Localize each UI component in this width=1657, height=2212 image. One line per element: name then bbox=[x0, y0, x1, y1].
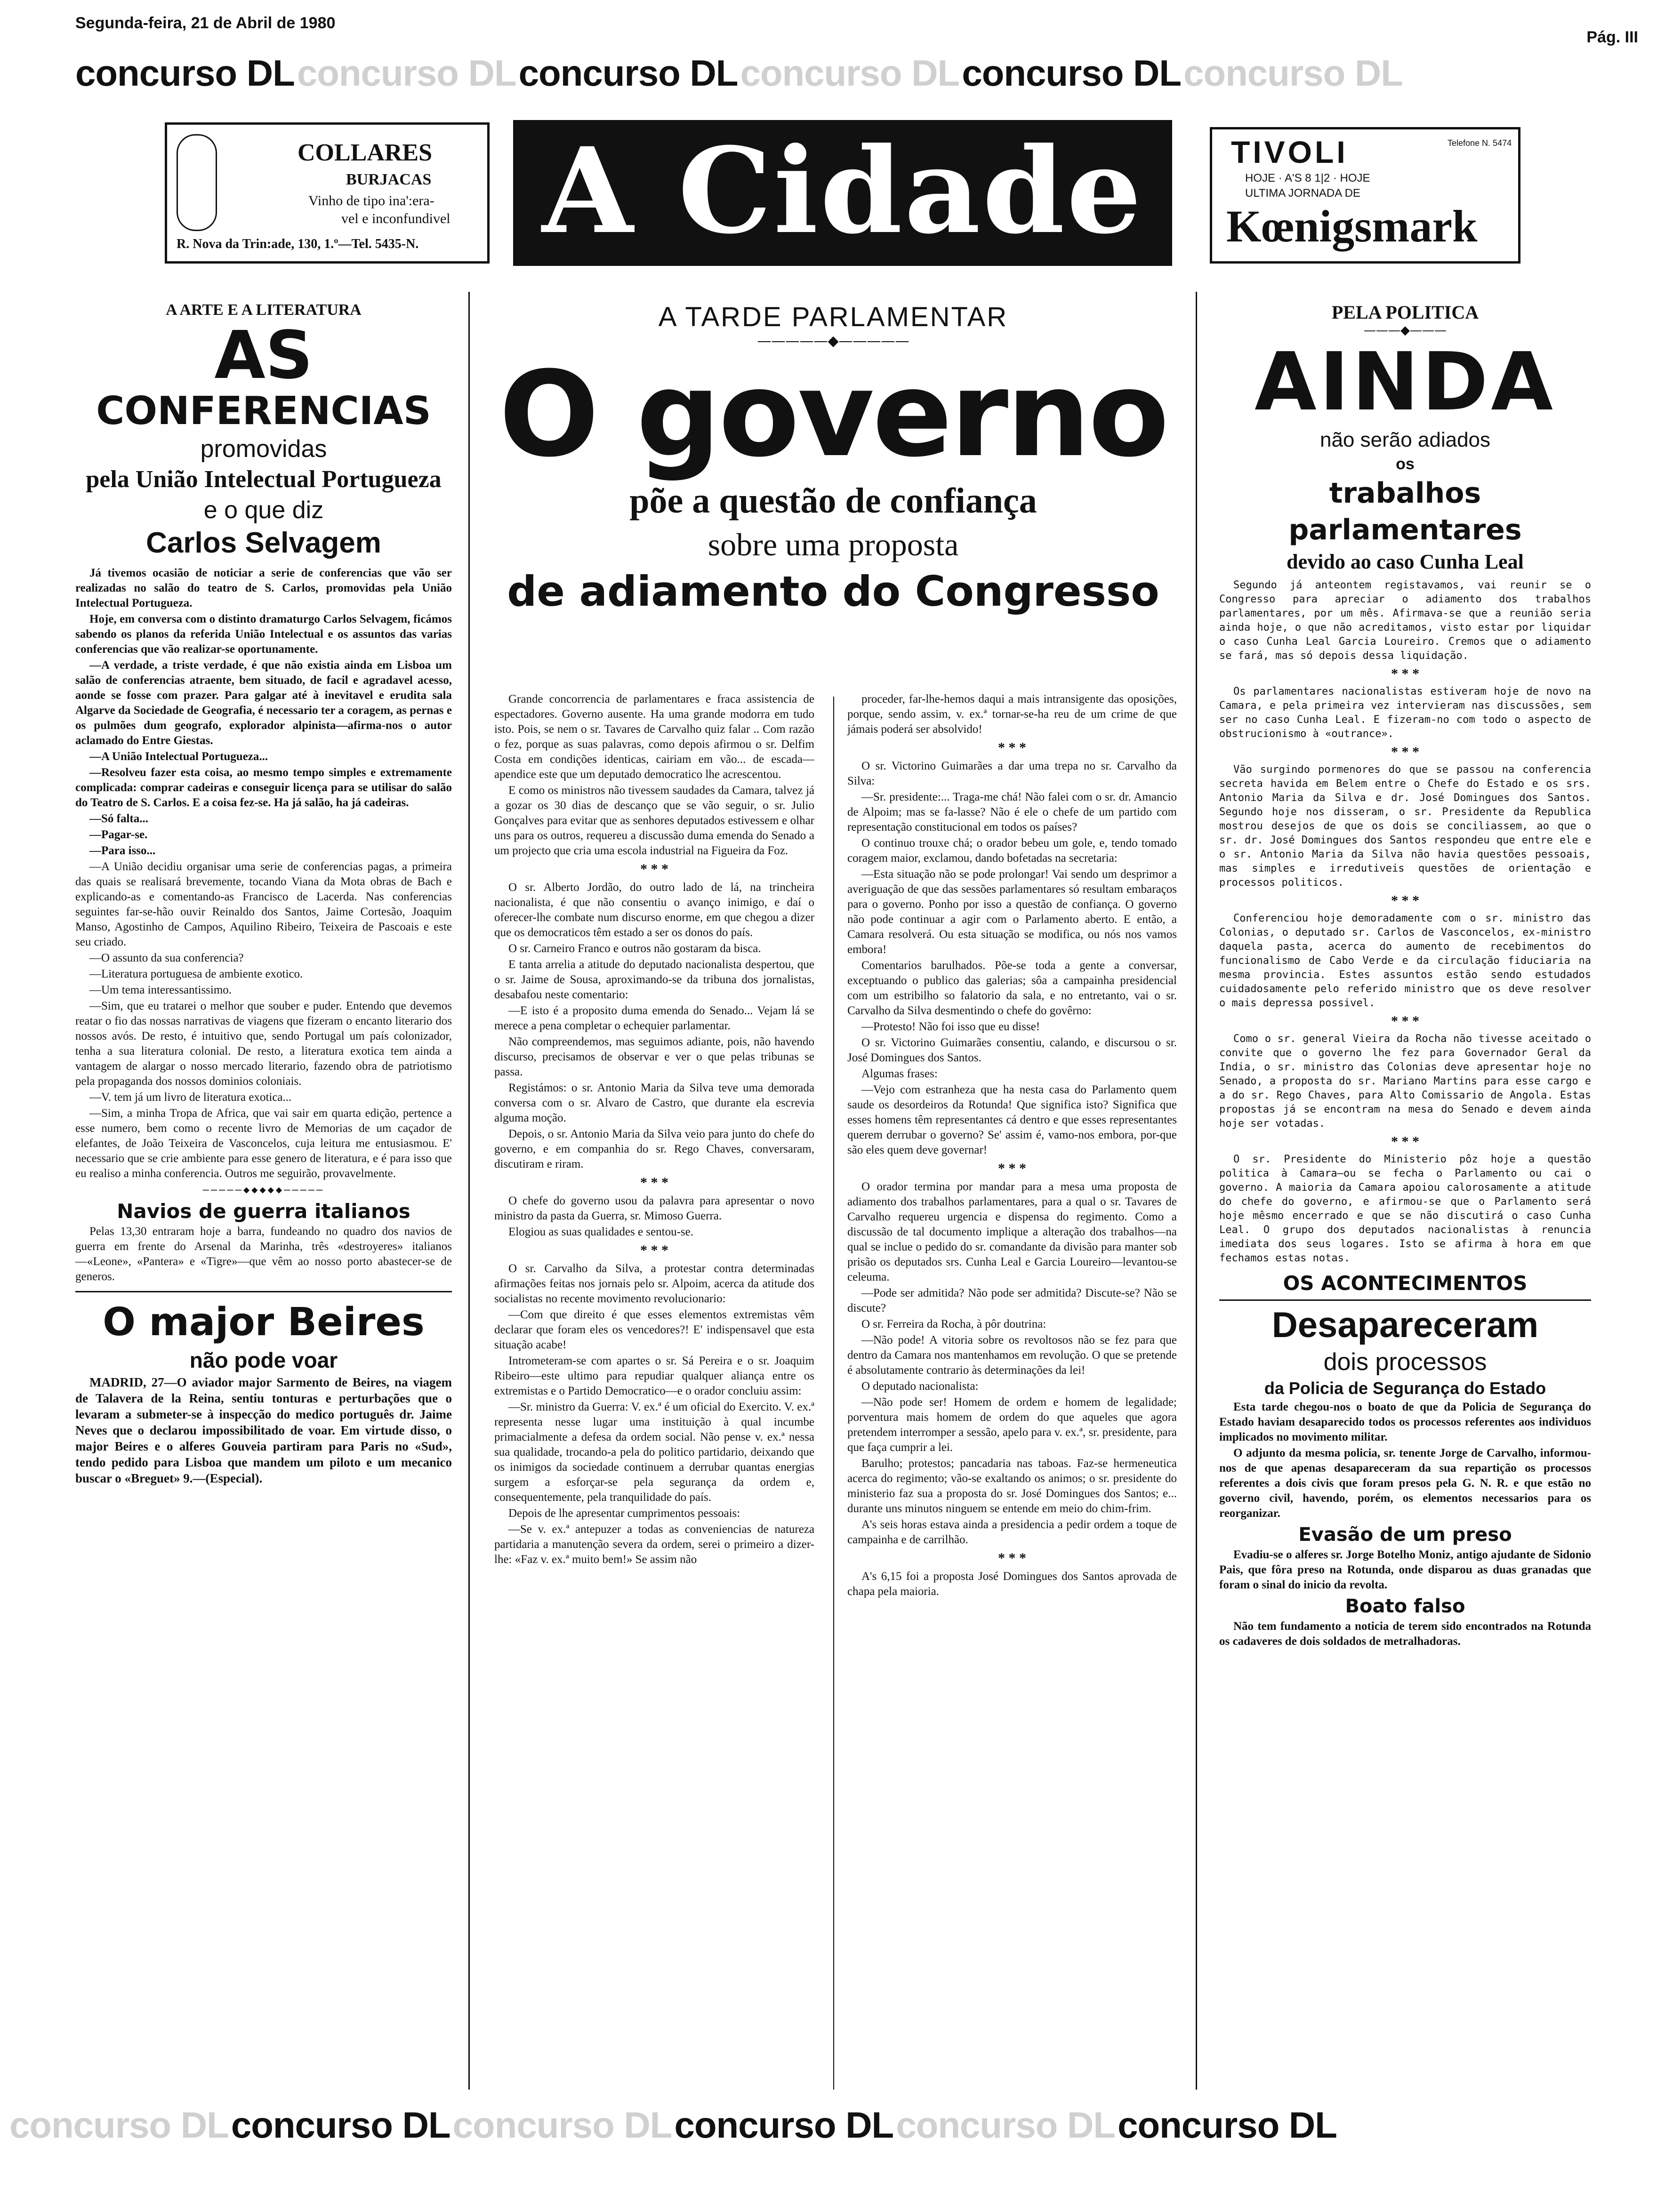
article-paragraph: —Vejo com estranheza que ha nesta casa do Parlamento quem saude os desordeiros da Rotunda! Que significa isto? Significa que esses homens têm representantes cá dentro e que esses representantes querem derrubar o governo? Se' assim é, vamo-nos embora, por-que são eles quem deve governar! bbox=[847, 1083, 1177, 1156]
article-paragraph: O sr. Alberto Jordão, do outro lado de lá, na trincheira nacionalista, é que não consentiu o avanço inimigo, e daí o oferecer-lhe combate num discurso enorme, em que chegou a dizer que os democraticos têm estado a ser os donos do país. bbox=[494, 881, 814, 939]
left-headline-org: pela União Intelectual Portugueza bbox=[86, 466, 442, 493]
article-paragraph: —A União decidiu organisar uma serie de conferencias pagas, a primeira das quais se realisará brevemente, tocando Viana da Mota obras de Bach e explicando-as e comentando-as Francisco de Lacerda. Nas conferencias seguintes far-se-hão ouvir Reinaldo dos Santos, Jaime Cortesão, Joaquim Manso, Agostinho de Campos, Aquilino Ribeiro, Teixeira de Pascoais e este seu criado. bbox=[75, 860, 452, 948]
article-paragraph: —Pagar-se. bbox=[89, 828, 148, 841]
tivoli-tel: Telefone N. 5474 bbox=[1448, 138, 1512, 148]
article-paragraph: —Sr. presidente:... Traga-me chá! Não falei com o sr. dr. Amancio de Alpoim; mas se fa-lasse? Não é ele o chefe de um partido com representação constitucional em todos os países? bbox=[847, 791, 1177, 834]
banner-word: concurso DL bbox=[231, 2104, 450, 2146]
star-separator: * * * bbox=[640, 861, 668, 877]
article-paragraph: —Pode ser admitida? Não pode ser admitida? Discute-se? Não se discute? bbox=[847, 1287, 1177, 1314]
article-paragraph: Conferenciou hoje demoradamente com o sr. ministro das Colonias, o deputado sr. Carlos de Vasconcelos, ex-ministro daquela pasta, acerca do aumento de recebimentos do funcionalismo de Cabo Verde e da circulação fiduciaria na mesma provincia. Estes assuntos estão sendo estudados cuidadosamente pelo referido ministro que os deve resolver o mais depressa possivel. bbox=[1219, 913, 1591, 1009]
edition-date: Segunda-feira, 21 de Abril de 1980 bbox=[75, 14, 336, 32]
ornament-icon: ———◆——— bbox=[1364, 323, 1447, 337]
star-separator: * * * bbox=[1391, 893, 1419, 908]
ad-brand-sub: BURJACAS bbox=[346, 171, 432, 188]
article-paragraph: —Resolveu fazer esta coisa, ao mesmo tempo simples e extremamente complicada: comprar cadeiras e conseguir licença para se utilisar do salão do Teatro de S. Carlos. E a coisa fez-se. Ha já salão, ha já cadeiras. bbox=[75, 766, 452, 809]
tivoli-ad bbox=[1210, 127, 1520, 264]
article-paragraph: O sr. Victorino Guimarães a dar uma trepa no sr. Carvalho da Silva: bbox=[847, 760, 1177, 787]
tivoli-subtitle: ULTIMA JORNADA DE bbox=[1245, 187, 1360, 200]
article-paragraph: O sr. Carneiro Franco e outros não gostaram da bisca. bbox=[508, 942, 761, 955]
banner-word: concurso DL bbox=[1118, 2104, 1337, 2146]
article-paragraph: —E isto é a proposito duma emenda do Senado... Vejam lá se merece a pena completar o echequier parlamentar. bbox=[494, 1004, 814, 1032]
article-paragraph: E como os ministros não tivessem saudades da Camara, talvez já a gozar os 30 dias de descanço que se vão seguir, o sr. Julio Gonçalves para evitar que as senhores deputados estivessem e olhar uns para os outros, requereu a discussão duma emenda do Senado a um projecto que cria uma escola industrial na Figueira da Foz. bbox=[494, 784, 814, 857]
tivoli-times: HOJE · A'S 8 1|2 · HOJE bbox=[1245, 172, 1370, 184]
article-paragraph: —Não pode ser! Homem de ordem e homem de legalidade; porventura mais homem de ordem do que aqueles que agora pretendem interromper a sessão, apelo para v. ex.ª, sr. presidente, para que faça cumprir a lei. bbox=[847, 1396, 1177, 1454]
article-paragraph: Depois de lhe apresentar cumprimentos pessoais: bbox=[508, 1507, 740, 1520]
right-kicker: PELA POLITICA bbox=[1331, 302, 1479, 323]
banner-word-faded: concurso DL bbox=[896, 2104, 1116, 2146]
article-paragraph: Algumas frases: bbox=[861, 1067, 938, 1080]
ornament-icon: —————◆————— bbox=[757, 333, 909, 349]
ad-line: Vinho de tipo ina':era- bbox=[308, 193, 434, 208]
article-paragraph: O sr. Carvalho da Silva, a protestar contra determinadas afirmações feitas nos jornais pelo sr. Alpoim, acerca da atitude dos socialistas no recente movimento revolucionario: bbox=[494, 1262, 814, 1305]
article-paragraph: O continuo trouxe chá; o orador bebeu um gole, e, tendo tomado coragem maior, exclamou, dando bofetadas na secretaria: bbox=[847, 837, 1177, 865]
bottom-banner bbox=[9, 2104, 1648, 2156]
ad-emblem-icon bbox=[177, 134, 217, 231]
banner-word-faded: concurso DL bbox=[1183, 52, 1403, 94]
banner-word: concurso DL bbox=[518, 52, 738, 94]
right-headline: AINDA bbox=[1255, 336, 1556, 429]
star-separator: * * * bbox=[1391, 1013, 1419, 1029]
article-paragraph: Hoje, em conversa com o distinto dramaturgo Carlos Selvagem, ficámos sabendo os planos da referida União Intelectual e os assuntos das varias conferencias que vão realizar-se oportunamente. bbox=[75, 613, 452, 656]
article-paragraph: O sr. Victorino Guimarães consentiu, calando, e discursou o sr. José Domingues dos Santos. bbox=[847, 1036, 1177, 1064]
right-headline-2: trabalhos parlamentares bbox=[1288, 477, 1522, 546]
tivoli-name: TIVOLI bbox=[1231, 135, 1348, 169]
ad-brand: COLLARES bbox=[297, 139, 433, 166]
collares-ad bbox=[165, 122, 490, 264]
article-paragraph: Registámos: o sr. Antonio Maria da Silva teve uma demorada conversa com o sr. Alvaro de Castro, que durante ela escrevia alguma moção. bbox=[494, 1082, 814, 1124]
article-paragraph: Depois, o sr. Antonio Maria da Silva veio para junto do chefe do governo, e em companhia do sr. Rego Chaves, conversaram, discutiram e riram. bbox=[494, 1128, 814, 1170]
article-paragraph: MADRID, 27—O aviador major Sarmento de Beires, na viagem de Talavera de la Reina, sentiu tonturas e perturbações que o levaram a submeter-se à inspecção do medico português dr. Jaime Neves que o declarou impossibilitado de voar. Em virtude disso, o major Beires e o alferes Gouveia partiram para Paris no «Sud», tendo pedido para Lisboa que mandem um piloto e um mecanico buscar o «Breguet» 9.—(Especial). bbox=[75, 1375, 452, 1485]
center-headline-2: põe a questão de confiança bbox=[629, 481, 1037, 521]
events-kicker: OS ACONTECIMENTOS bbox=[1283, 1272, 1528, 1295]
article-paragraph: —Só falta... bbox=[89, 812, 148, 825]
article-paragraph: —Não pode! A vitoria sobre os revoltosos não se fez para que dentro da Camara nos mantenhamos em revolução. O que se pretende é absolutamente contrario às determinações da lei! bbox=[847, 1334, 1177, 1377]
article-paragraph: Como o sr. general Vieira da Rocha não tivesse aceitado o convite que o governo lhe fez para Governador Geral da India, o sr. ministro das Colonias deve apresentar hoje no Senado, a proposta do sr. Mariano Martins para esse cargo e a do sr. Rego Chaves, para Alto Comissario de Angola. Estas propostas já se encontram na mesa do Senado e devem ainda hoje ser votadas. bbox=[1219, 1033, 1591, 1130]
events-headline-2: dois processos bbox=[1323, 1348, 1487, 1376]
ships-headline: Navios de guerra italianos bbox=[117, 1200, 410, 1223]
center-headline: O governo bbox=[499, 346, 1167, 483]
article-paragraph: —Protesto! Não foi isso que eu disse! bbox=[861, 1020, 1040, 1033]
article-paragraph: O adjunto da mesma policia, sr. tenente Jorge de Carvalho, informou-nos de que apenas desapareceram da sua repartição os processos referentes a dois civis que foram presos pela G. N. R. e que estão no governo civil, havendo, porém, os elementos necessarios para os reorganizar. bbox=[1219, 1447, 1591, 1520]
article-paragraph: A's 6,15 foi a proposta José Domingues dos Santos aprovada de chapa pela maioria. bbox=[847, 1570, 1177, 1598]
article-paragraph: —Com que direito é que esses elementos extremistas vêm declarar que foram eles os vencedores?! E' indispensavel que esta situação acabe! bbox=[494, 1308, 814, 1351]
article-paragraph: —Um tema interessantissimo. bbox=[89, 984, 232, 996]
banner-word: concurso DL bbox=[75, 52, 295, 94]
article-paragraph: Esta tarde chegou-nos o boato de que da Policia de Segurança do Estado haviam desaparecido todos os processos referentes aos individuos implicados no movimento militar. bbox=[1219, 1401, 1591, 1443]
evasion-headline: Evasão de um preso bbox=[1298, 1524, 1512, 1546]
article-paragraph: O sr. Presidente do Ministerio pôz hoje a questão politica à Camara—ou se fecha o Parlamento ou cai o governo. A maioria da Camara apoiou calorosamente a atitude do chefe do governo, e afirmou-se que o Parlamento será hoje mêsmo encerrado e que se não discutirá o caso Cunha Leal. O grupo dos deputados nacionalistas à renuncia imediata dos seus logares. Isto se afirma à hora em que fechamos estas notas. bbox=[1219, 1154, 1591, 1264]
banner-word-faded: concurso DL bbox=[9, 2104, 229, 2146]
center-text-col-a bbox=[494, 692, 814, 1568]
article-paragraph: O chefe do governo usou da palavra para apresentar o novo ministro da pasta da Guerra, sr. Mimoso Guerra. bbox=[494, 1194, 814, 1222]
column-rule bbox=[833, 697, 834, 2090]
left-column bbox=[75, 301, 452, 1487]
left-headline: AS bbox=[214, 317, 313, 394]
article-paragraph: Não compreendemos, mas seguimos adiante, pois, não havendo discurso, precisamos de observar e ver o que pelas tribunas se passa. bbox=[494, 1035, 814, 1078]
center-headline-4: de adiamento do Congresso bbox=[507, 567, 1159, 616]
article-paragraph: —Sr. ministro da Guerra: V. ex.ª é um oficial do Exercito. V. ex.ª representa nesse lugar uma instituição à qual incumbe primacialmente a defesa da ordem social. Não pense v. ex.ª nessa sua qualidade, trocando-a pela do politico partidario, deixando que os inimigos da sociedade continuem a derrubar quantas energias surgem a esforçar-se pela segurança da ordem e, consequentemente, pela tranquilidade do país. bbox=[494, 1401, 814, 1504]
left-headline: CONFERENCIAS bbox=[96, 389, 431, 433]
article-paragraph: Evadiu-se o alferes sr. Jorge Botelho Moniz, antigo ajudante de Sidonio Pais, que fôra preso na Rotunda, onde disparou as duas granadas que foram o sinal do inicio da revolta. bbox=[1219, 1548, 1591, 1591]
star-separator: * * * bbox=[640, 1175, 668, 1190]
star-separator: * * * bbox=[998, 1161, 1026, 1176]
center-kicker: A TARDE PARLAMENTAR bbox=[658, 302, 1008, 332]
masthead-title: A Cidade bbox=[513, 120, 1172, 266]
article-paragraph: Grande concorrencia de parlamentares e fraca assistencia de espectadores. Governo ausente. Ha uma grande modorra em tudo isto. Pois, se nem o sr. Tavares de Carvalho quiz falar .. Com razão o fez, porque as suas palavras, como depois afirmou o sr. Delfim Costa em condições identicas, cairiam em vão... de escada—apendice este que um deputado democratico lhe acrescentou. bbox=[494, 693, 814, 781]
banner-word-faded: concurso DL bbox=[740, 52, 960, 94]
star-separator: * * * bbox=[998, 740, 1026, 755]
article-paragraph: —Sim, a minha Tropa de Africa, que vai sair em quarta edição, pertence a esse numero, bem como o recente livro de Memorias de um caçador de elefantes, de João Teixeira de Vasconcelos, cuja leitura me entusiasmou. E' necessario que se crie ambiente para esse genero de literatura, e é para isso que eu realiso a minha conferencia. Outros me seguirão, provavelmente. bbox=[75, 1107, 452, 1180]
right-headline-sub: os bbox=[1396, 455, 1415, 473]
article-paragraph: Elogiou as suas qualidades e sentou-se. bbox=[508, 1226, 693, 1238]
page-number: Pág. III bbox=[1586, 28, 1638, 46]
article-paragraph: A's seis horas estava ainda a presidencia a pedir ordem a toque de campainha e de carrilhão. bbox=[847, 1518, 1177, 1546]
events-headline: Desapareceram bbox=[1271, 1305, 1539, 1345]
events-headline-3: da Policia de Segurança do Estado bbox=[1264, 1378, 1546, 1398]
beires-subheadline: não pode voar bbox=[189, 1348, 338, 1372]
column-rule bbox=[1196, 292, 1197, 2090]
article-paragraph: Intrometeram-se com apartes o sr. Sá Pereira e o sr. Joaquim Ribeiro—este ultimo para repudiar qualquer aliança entre os extremistas e o Partido Democratico—e o orador concluiu assim: bbox=[494, 1354, 814, 1397]
banner-word: concurso DL bbox=[962, 52, 1182, 94]
banner-word-faded: concurso DL bbox=[452, 2104, 672, 2146]
ornament-divider: —————◆◆◆◆◆————— bbox=[202, 1184, 325, 1196]
right-headline-sub: não serão adiados bbox=[1319, 428, 1491, 451]
star-separator: * * * bbox=[1391, 744, 1419, 760]
left-headline-name: Carlos Selvagem bbox=[146, 527, 381, 559]
tivoli-film: Kœnigsmark bbox=[1226, 201, 1478, 251]
article-paragraph: E tanta arrelia a atitude do deputado nacionalista despertou, que o sr. Jaime de Sousa, aproximando-se da tribuna dos jornalistas, desabafou neste comentario: bbox=[494, 958, 814, 1001]
star-separator: * * * bbox=[640, 1242, 668, 1258]
star-separator: * * * bbox=[1391, 666, 1419, 681]
article-paragraph: —V. tem já um livro de literatura exotica... bbox=[89, 1091, 292, 1104]
left-headline-sub: e o que diz bbox=[203, 497, 324, 524]
right-headline-3: devido ao caso Cunha Leal bbox=[1287, 550, 1524, 573]
beires-headline: O major Beires bbox=[103, 1300, 425, 1345]
left-headline-sub: promovidas bbox=[200, 435, 327, 463]
section-rule bbox=[75, 1291, 452, 1292]
article-paragraph: Segundo já anteontem registavamos, vai reunir se o Congresso para apreciar o adiamento dos trabalhos parlamentares, por um mês. Afirmava-se que a reunião seria ainda hoje, o que não acreditamos, visto estar por liquidar o caso Cunha Leal Garcia Loureiro. Cremos que o adiamento se fará, mas só depois dessa liquidação. bbox=[1219, 579, 1591, 662]
star-separator: * * * bbox=[1391, 1134, 1419, 1149]
article-paragraph: —A União Intelectual Portugueza... bbox=[89, 750, 268, 763]
article-paragraph: —O assunto da sua conferencia? bbox=[89, 952, 244, 964]
article-paragraph: Já tivemos ocasião de noticiar a serie de conferencias que vão ser realizadas no salão do teatro de S. Carlos, promovidas pela União Intelectual Portugueza. bbox=[75, 567, 452, 609]
article-paragraph: —A verdade, a triste verdade, é que não existia ainda em Lisboa um salão de conferencias atraente, bem situado, de facil e agradavel acesso, aonde se fosse com prazer. Para galgar até à inevitavel e erudita sala Algarve da Sociedade de Geografia, é necessario ter a coragem, as pernas e os pulmões dum geografo, explorador alpinista—afirma-nos o autor aclamado do Entre Giestas. bbox=[75, 659, 452, 747]
banner-word-faded: concurso DL bbox=[297, 52, 516, 94]
right-column bbox=[1219, 301, 1591, 1650]
article-paragraph: Comentarios barulhados. Põe-se toda a gente a conversar, exceptuando o publico das galerias; sôa a campainha presidencial com um estribilho so falatorio da sala, e no entretanto, vai o sr. Carvalho da Silva desmentindo o chefe do govêrno: bbox=[847, 959, 1177, 1017]
article-paragraph: O deputado nacionalista: bbox=[861, 1380, 979, 1393]
article-paragraph: Os parlamentares nacionalistas estiveram hoje de novo na Camara, e pela primeira vez intervieram nas discussões, sem ser no caso Cunha Leal. E fizeram-no com todo o aspecto de obstrucionismo à «outrance». bbox=[1219, 686, 1591, 740]
article-paragraph: —Se v. ex.ª antepuzer a todas as conveniencias de natureza partidaria a manutenção severa da ordem, serei o primeiro a dizer-lhe: «Faz v. ex.ª muito bem!» Se assim não bbox=[494, 1523, 814, 1566]
left-kicker: A ARTE E A LITERATURA bbox=[166, 301, 362, 319]
ad-line: vel e inconfundivel bbox=[341, 211, 450, 226]
article-paragraph: —Para isso... bbox=[89, 844, 156, 857]
star-separator: * * * bbox=[998, 1550, 1026, 1566]
article-paragraph: Não tem fundamento a noticia de terem sido encontrados na Rotunda os cadaveres de dois soldados de metralhadoras. bbox=[1219, 1620, 1591, 1648]
article-paragraph: O orador termina por mandar para a mesa uma proposta de adiamento dos trabalhos parlamentares, para a qual o sr. Tavares de Carvalho requereu urgencia e dispensa do regimento. Como a discussão de tal documento implique a alteração dos trabalhos—na qual se inclue o pedido do sr. comandante da divisão para manter sob prisão os deputados srs. Cunha Leal e Garcia Loureiro—levantou-se celeuma. bbox=[847, 1180, 1177, 1283]
section-rule bbox=[1219, 1299, 1591, 1301]
article-paragraph: —Sim, que eu tratarei o melhor que souber e puder. Entendo que devemos reatar o fio das nossas narrativas de viagens que fizeram o encanto literario dos nossos avós. De resto, é intuitivo que, sendo Portugal um país colonizador, tenha a sua literatura colonial. De resto, a literatura exotica tem ainda a vantagem de alargar o nosso mercado literario, fazendo obra de patriotismo pela propaganda dos nossos dominios coloniais. bbox=[75, 1000, 452, 1088]
center-headline-3: sobre uma proposta bbox=[708, 527, 959, 562]
article-paragraph: O sr. Ferreira da Rocha, à pôr doutrina: bbox=[861, 1318, 1046, 1330]
center-text-col-b bbox=[847, 692, 1177, 1600]
rumor-headline: Boato falso bbox=[1345, 1595, 1465, 1617]
center-column bbox=[490, 301, 1177, 617]
ad-address: R. Nova da Trin:ade, 130, 1.º—Tel. 5435-N. bbox=[177, 237, 419, 251]
article-paragraph: proceder, far-lhe-hemos daqui a mais intransigente das oposições, porque, sendo assim, v. ex.ª tornar-se-ha reu de um crime de que jámais poderá ser absolvido! bbox=[847, 693, 1177, 736]
banner-word: concurso DL bbox=[674, 2104, 894, 2146]
article-paragraph: —Literatura portuguesa de ambiente exotico. bbox=[89, 968, 303, 980]
article-paragraph: Pelas 13,30 entraram hoje a barra, fundeando no quadro dos navios de guerra em frente do Arsenal da Marinha, três «destroyeres» italianos—«Leone», «Pantera» e «Tigre»—que vêm ao nosso porto abastecer-se de generos. bbox=[75, 1225, 452, 1283]
article-paragraph: —Esta situação não se pode prolongar! Vai sendo um desprimor a averiguação de que das sessões parlamentares só resultam embaraços para o governo. Ponho por isso a questão de confiança. O governo não pode continuar a agir com o Parlamento aberto. E então, a Camara resolverá. Ou esta situação se modifica, ou nós nos vamos embora! bbox=[847, 868, 1177, 956]
top-banner bbox=[75, 52, 1648, 99]
column-rule bbox=[468, 292, 470, 2090]
article-paragraph: Barulho; protestos; pancadaria nas taboas. Faz-se hermeneutica acerca do regimento; vão-se exaltando os animos; o sr. presidente do ministerio faz sua a proposta do sr. José Domingues dos Santos; e... durante uns minutos ninguem se entende em meio do chim-frim. bbox=[847, 1457, 1177, 1515]
article-paragraph: Vão surgindo pormenores do que se passou na conferencia secreta havida em Belem entre o Chefe do Estado e os srs. Antonio Maria da Silva e dr. José Domingues dos Santos. Segundo hoje nos disseram, o sr. Presidente da Republica mostrou desejos de que os dois se conciliassem, ao que o sr. dr. José Domingues dos Santos respondeu que entre ele e o sr. Antonio Maria da Silva não havia questões pessoais, mas simples e irredutiveis questões de orientação e processos politicos. bbox=[1219, 764, 1591, 889]
